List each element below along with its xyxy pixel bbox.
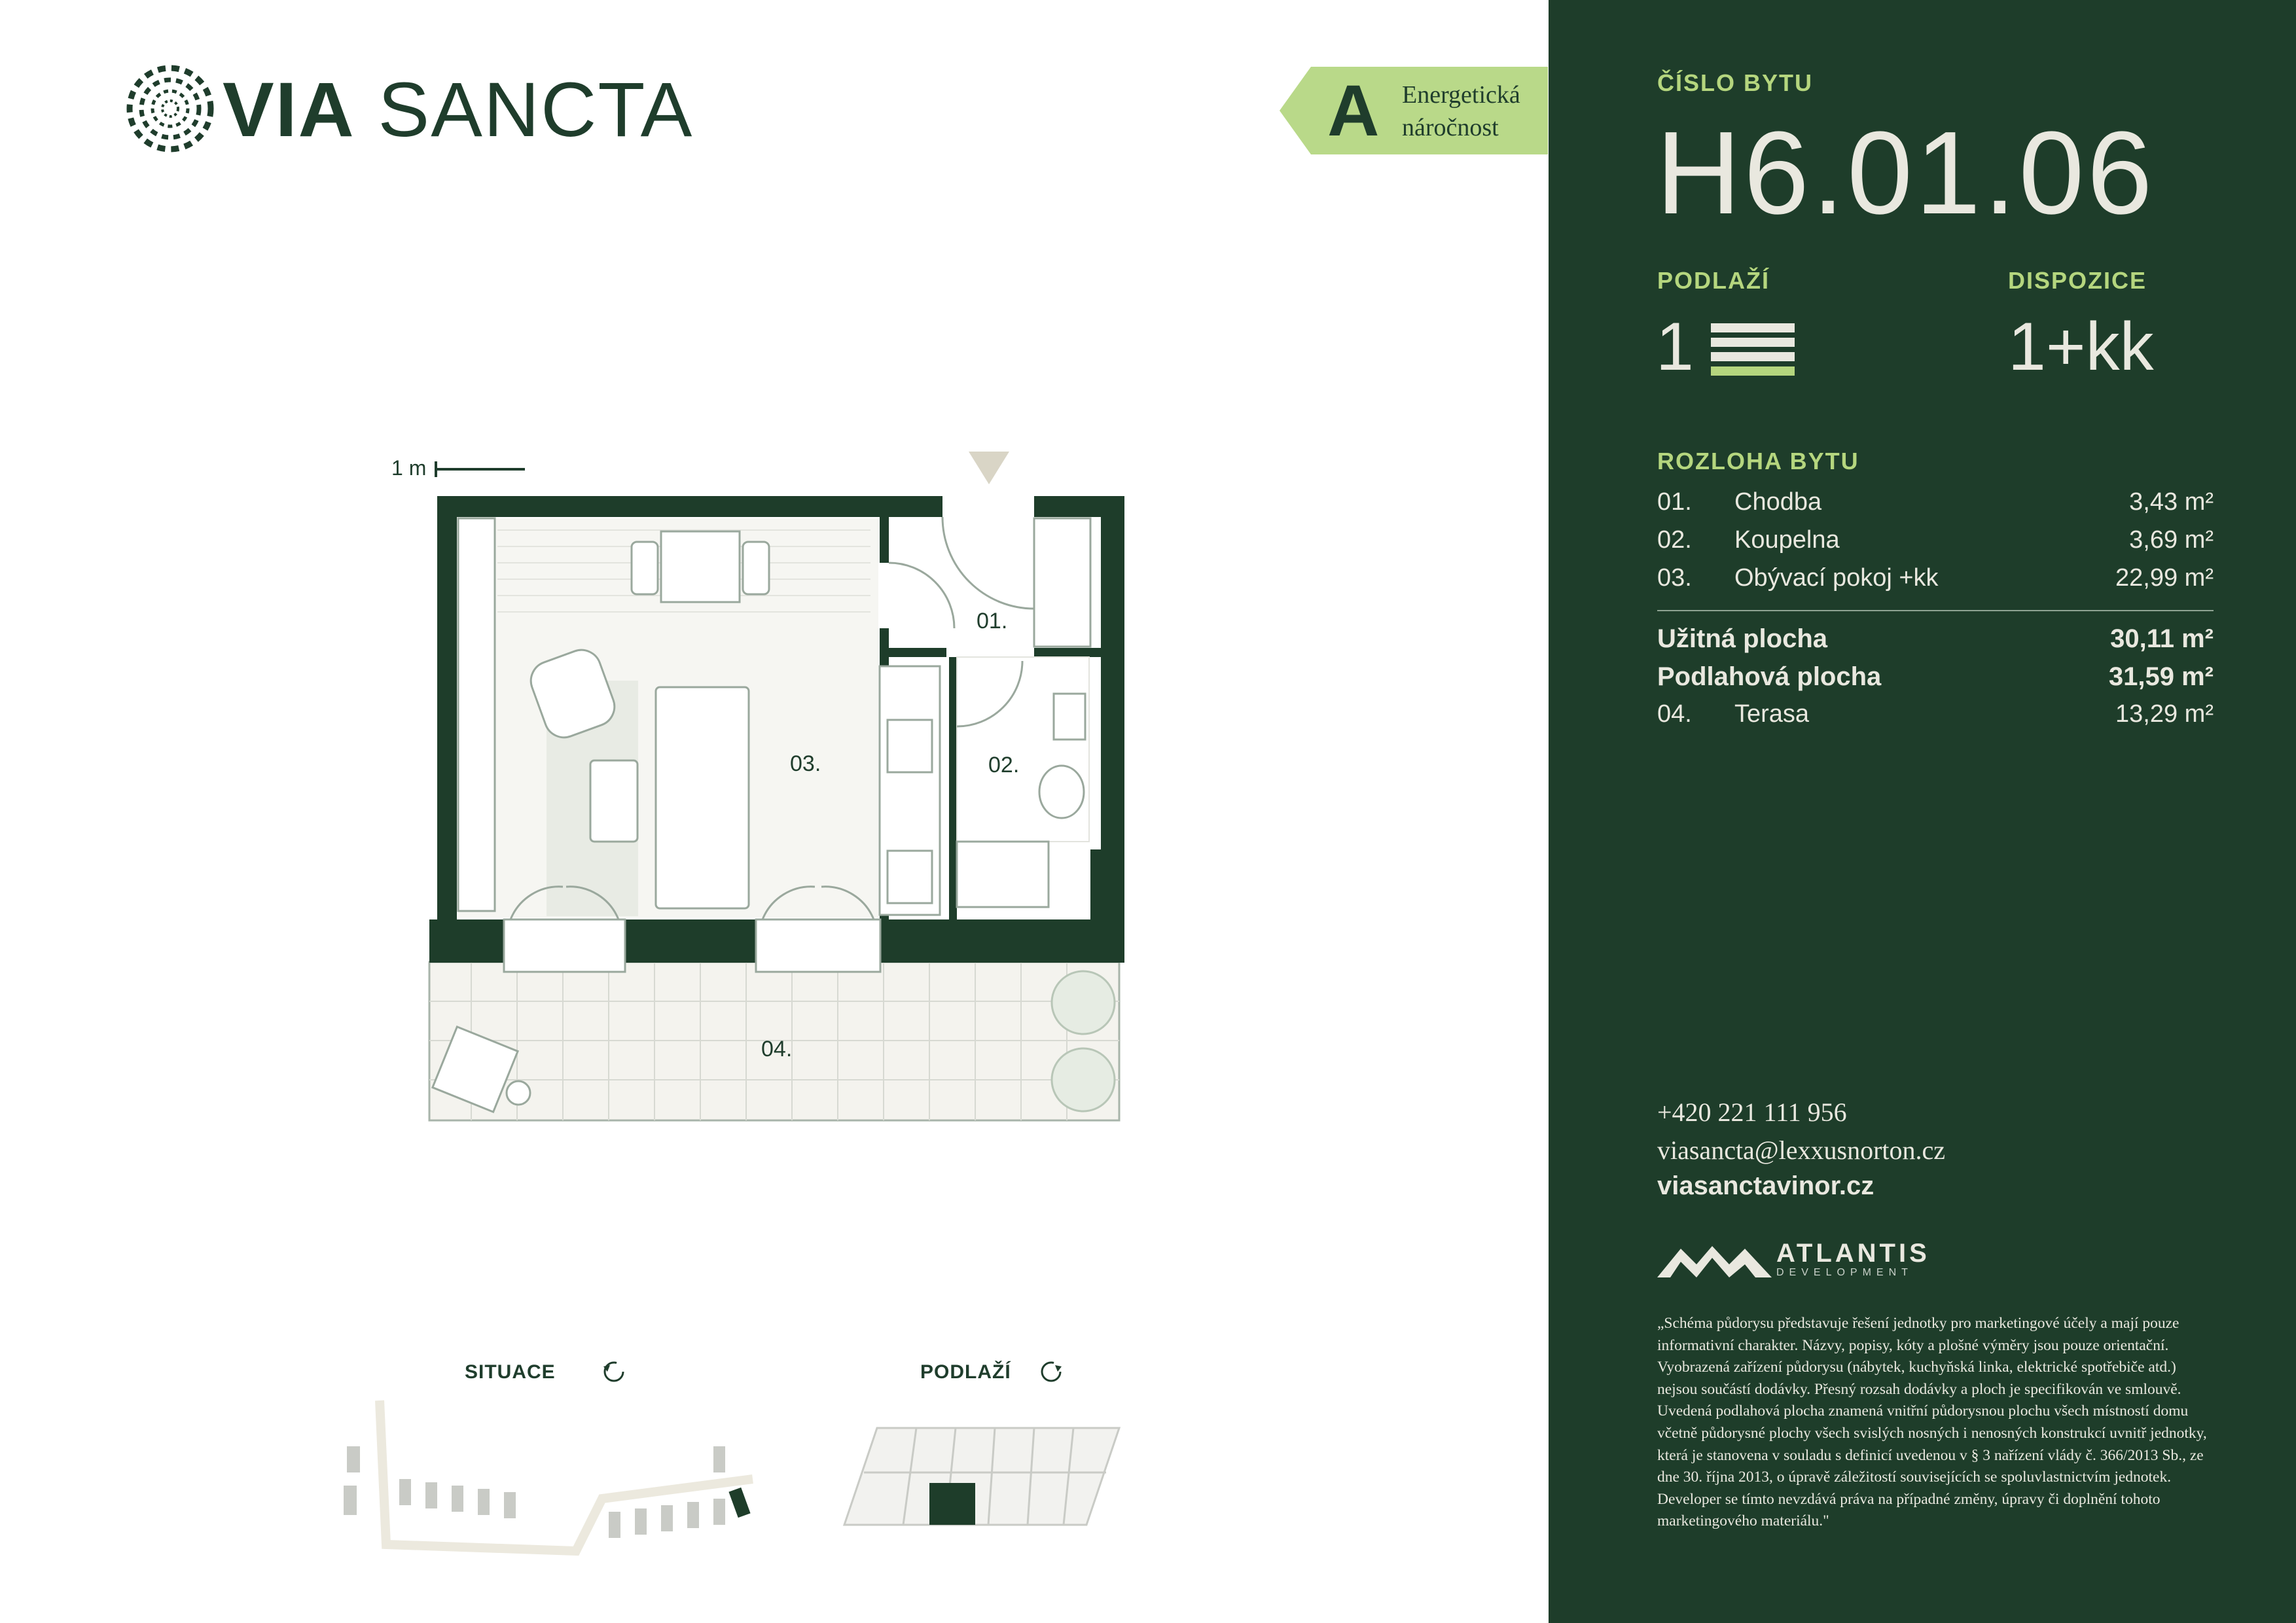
floor-caption: PODLAŽÍ — [920, 1361, 1011, 1383]
room-name: Obývací pokoj +kk — [1734, 564, 1939, 592]
scale-label: 1 m — [391, 456, 427, 480]
contact-phone[interactable]: +420 221 111 956 — [1657, 1097, 1847, 1127]
brand-logo — [223, 64, 693, 156]
floor-key-plan — [838, 1420, 1126, 1531]
energy-class-label — [1402, 79, 1520, 144]
situation-caption: SITUACE — [465, 1361, 556, 1383]
room-name: Terasa — [1734, 700, 1810, 728]
room-number: 02. — [1657, 526, 1692, 554]
floor-area-label: Podlahová plocha — [1657, 662, 1882, 691]
layout-label: DISPOZICE — [2008, 267, 2147, 294]
area-row-02 — [1657, 526, 2214, 563]
developer-name: ATLANTIS — [1776, 1239, 1930, 1268]
brand-name-light: SANCTA — [378, 67, 694, 153]
area-row-04 — [1657, 700, 2214, 737]
area-divider — [1657, 610, 2214, 611]
layout-value: 1+kk — [2008, 309, 2154, 385]
room-number: 03. — [1657, 564, 1692, 592]
room-number: 01. — [1657, 488, 1692, 516]
brand-name-bold: VIA — [223, 67, 355, 153]
room-size: 3,69 m² — [2129, 526, 2214, 554]
room-label-03: 03. — [790, 751, 821, 776]
room-size: 22,99 m² — [2115, 564, 2214, 592]
floor-plan — [425, 445, 1145, 1139]
room-label-02: 02. — [988, 753, 1020, 777]
room-label-04: 04. — [761, 1037, 793, 1061]
floor-area-value: 31,59 m² — [2108, 662, 2214, 691]
floor-level-icon — [1711, 323, 1795, 376]
room-name: Koupelna — [1734, 526, 1840, 554]
floor-value: 1 — [1656, 309, 1694, 385]
area-row-03 — [1657, 564, 2214, 601]
energy-label-line2: náročnost — [1402, 114, 1499, 141]
energy-label-line1: Energetická — [1402, 81, 1520, 109]
floor-label: PODLAŽÍ — [1657, 267, 1770, 294]
energy-class-letter: A — [1327, 71, 1380, 151]
situation-map — [327, 1387, 785, 1571]
room-size: 3,43 m² — [2129, 488, 2214, 516]
room-size: 13,29 m² — [2115, 700, 2214, 728]
usable-area-row — [1657, 624, 2214, 661]
developer-subtitle: DEVELOPMENT — [1776, 1267, 1913, 1278]
room-label-01: 01. — [977, 609, 1008, 633]
apartment-code: H6.01.06 — [1656, 107, 2155, 239]
atlantis-logo-icon — [1657, 1242, 1772, 1277]
rotate-icon[interactable] — [1038, 1359, 1064, 1385]
room-name: Chodba — [1734, 488, 1822, 516]
contact-website[interactable]: viasanctavinor.cz — [1657, 1171, 1874, 1200]
rotate-icon[interactable] — [601, 1359, 627, 1385]
contact-email[interactable]: viasancta@lexxusnorton.cz — [1657, 1135, 1946, 1165]
area-row-01 — [1657, 488, 2214, 525]
disclaimer-text: „Schéma půdorysu představuje řešení jednotky pro marketingové účely a mají pouze informativní charakter. Názvy, popisy, kóty a plošné výměry jsou pouze orientační. Vyobrazená zařízení půdorysu (nábytek, kuchyňská linka, elektrické spotřebiče atd.) nejsou součástí dodávky. Přesný rozsah dodávky a ploch je specifikován ve smlouvě. Uvedená podlahová plocha znamená vnitřní půdorysnou plochu všech místností domu včetně půdorysné plochy všech svislých nosných i nenosných konstrukcí uvnitř jednotky, která je stanovena v souladu s definicí uvedenou v § 3 nařízení vlády č. 366/2013 Sb., ze dne 30. října 2013, o úpravě záležitostí souvisejících se spoluvlastnictvím jednotek. Developer se tímto nevzdává práva na případné změny, úpravy či doplnění tohoto marketingového materiálu." — [1657, 1315, 2207, 1530]
apartment-code-label: ČÍSLO BYTU — [1657, 69, 1814, 96]
floor-area-row — [1657, 662, 2214, 699]
room-number: 04. — [1657, 700, 1692, 728]
via-sancta-emblem-icon — [124, 63, 216, 154]
usable-area-label: Užitná plocha — [1657, 624, 1828, 653]
usable-area-value: 30,11 m² — [2110, 624, 2214, 653]
area-title: ROZLOHA BYTU — [1657, 448, 1859, 474]
